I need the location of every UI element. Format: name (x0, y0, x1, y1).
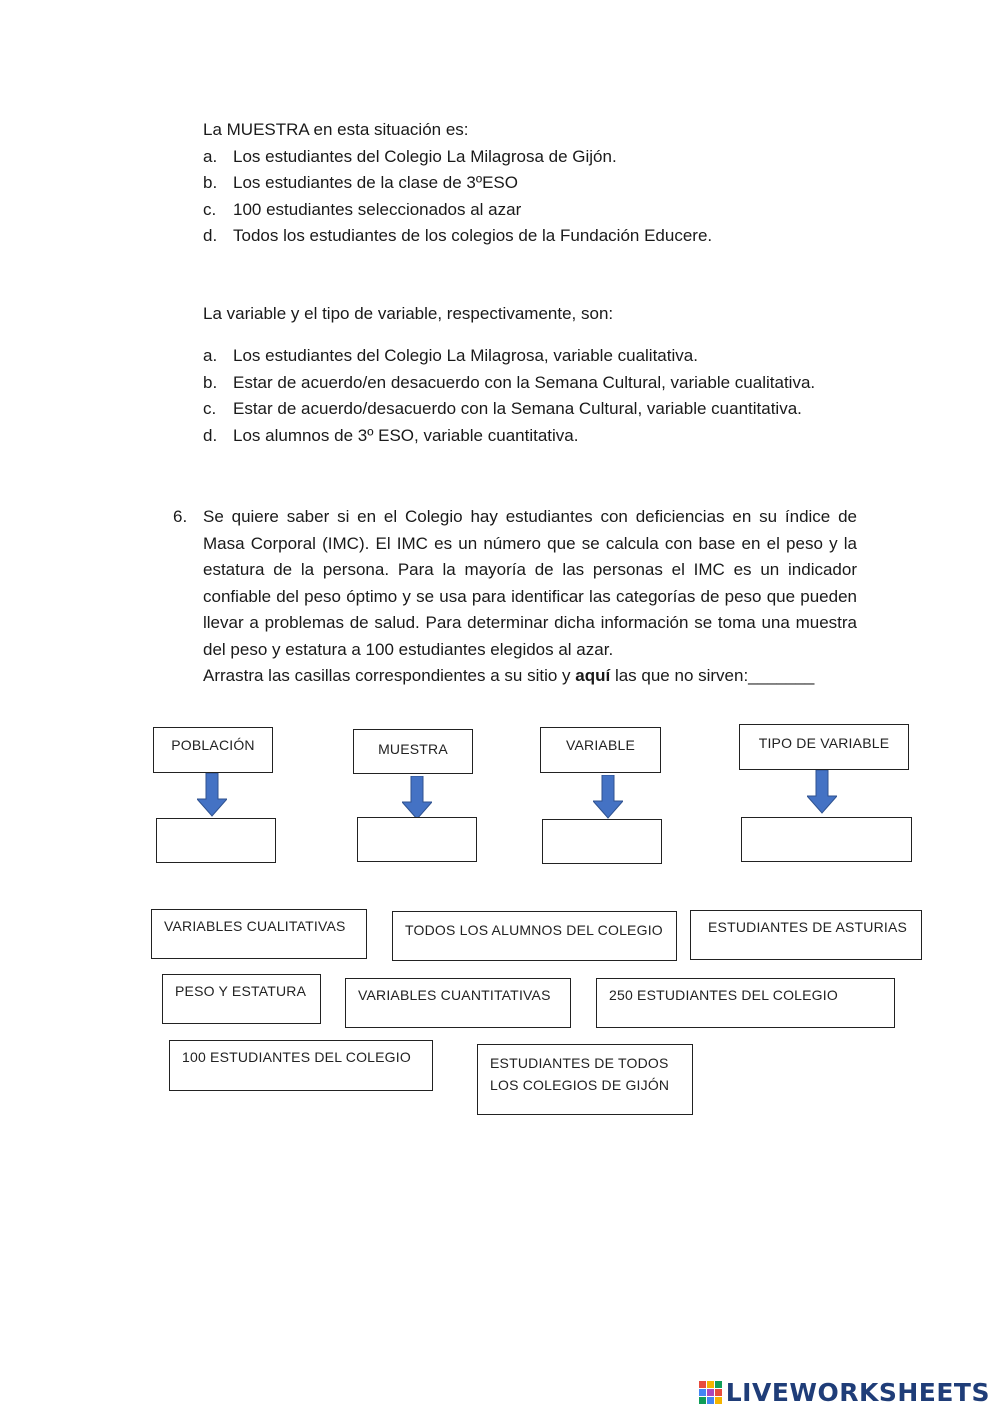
option-peso-estatura[interactable] (162, 974, 321, 1024)
question-number: 6. (173, 507, 188, 526)
instruction-bold[interactable]: aquí (575, 666, 611, 685)
option-text: Los estudiantes de la clase de 3ºESO (233, 173, 518, 192)
header-tipo-variable (739, 724, 909, 770)
option-item[interactable] (203, 197, 712, 224)
arrow-down-icon (402, 776, 432, 820)
question-muestra (203, 117, 712, 250)
question-text: Se quiere saber si en el Colegio hay estudiantes con deficiencias en su índice de Masa Corporal (IMC). El IMC es un número que se calcula con base en el peso y la estatura de la persona. Para la mayoría de las personas el IMC es un indicador confiable del peso óptimo y se usa para identificar las categorías de peso que pueden llevar a problemas de salud. Para determinar dicha información se toma una muestra del peso y estatura a 100 estudiantes elegidos al azar. (203, 507, 857, 659)
brand-name: LIVEWORKSHEETS (725, 1378, 990, 1407)
option-letter: d. (203, 226, 218, 245)
option-letter: d. (203, 425, 218, 445)
option-label: VARIABLES CUALITATIVAS (164, 918, 346, 934)
drop-target-poblacion[interactable] (156, 818, 276, 863)
option-label: 250 ESTUDIANTES DEL COLEGIO (609, 987, 838, 1003)
arrow-down-icon (807, 770, 837, 814)
option-letter: b. (203, 173, 218, 192)
options-list (203, 144, 712, 250)
discard-drop-line[interactable]: las que no sirven:_______ (610, 666, 815, 685)
option-text: Los alumnos de 3º ESO, variable cuantitativa. (233, 425, 579, 445)
option-text: Estar de acuerdo/desacuerdo con la Semana Cultural, variable cuantitativa. (233, 399, 802, 418)
option-text: Los estudiantes del Colegio La Milagrosa, variable cualitativa. (233, 346, 698, 365)
option-letter: a. (203, 146, 218, 166)
instruction-text: Arrastra las casillas correspondientes a su sitio y (203, 666, 576, 685)
option-label: 100 ESTUDIANTES DEL COLEGIO (182, 1049, 411, 1065)
question-variable (203, 343, 815, 449)
option-variables-cualitativas[interactable] (151, 909, 367, 959)
header-label: POBLACIÓN (171, 737, 255, 753)
option-todos-los-alumnos[interactable] (392, 911, 677, 961)
option-letter: c. (203, 399, 217, 418)
question-6 (173, 504, 857, 690)
option-item[interactable] (203, 343, 815, 370)
option-item[interactable] (203, 223, 712, 250)
option-variables-cuantitativas[interactable] (345, 978, 571, 1028)
option-item[interactable] (203, 423, 815, 450)
option-text: 100 estudiantes seleccionados al azar (233, 199, 522, 219)
question-variable-stem: La variable y el tipo de variable, respectivamente, son: (203, 304, 614, 323)
option-estudiantes-gijon[interactable] (477, 1044, 693, 1115)
question-instruction (203, 663, 857, 690)
option-label: TODOS LOS ALUMNOS DEL COLEGIO (405, 922, 663, 938)
option-100-estudiantes[interactable] (169, 1040, 433, 1091)
option-label-line1: ESTUDIANTES DE TODOS (490, 1055, 669, 1071)
option-text: Los estudiantes del Colegio La Milagrosa de Gijón. (233, 146, 617, 166)
option-letter: b. (203, 372, 218, 392)
option-letter: a. (203, 346, 218, 365)
header-muestra (353, 729, 473, 774)
option-item[interactable] (203, 144, 712, 171)
option-item[interactable] (203, 396, 815, 423)
header-label: MUESTRA (378, 741, 448, 757)
option-item[interactable] (203, 170, 712, 197)
option-label-line2: LOS COLEGIOS DE GIJÓN (490, 1077, 670, 1093)
header-label: TIPO DE VARIABLE (758, 735, 890, 751)
liveworksheets-logo-icon (699, 1381, 723, 1405)
option-label: PESO Y ESTATURA (175, 983, 307, 999)
header-variable (540, 727, 661, 773)
arrow-down-icon (197, 773, 227, 817)
options-list (203, 343, 815, 449)
liveworksheets-logo (699, 1378, 990, 1407)
arrow-down-icon (593, 775, 623, 819)
header-poblacion (153, 727, 273, 773)
option-text: Estar de acuerdo/en desacuerdo con la Semana Cultural, variable cualitativa. (233, 372, 816, 392)
option-label: VARIABLES CUANTITATIVAS (358, 987, 551, 1003)
option-item[interactable] (203, 370, 815, 397)
option-estudiantes-asturias[interactable] (690, 910, 922, 960)
drop-target-tipo-variable[interactable] (741, 817, 912, 862)
option-label: ESTUDIANTES DE ASTURIAS (708, 919, 908, 935)
header-label: VARIABLE (565, 737, 636, 753)
drop-target-muestra[interactable] (357, 817, 477, 862)
drop-target-variable[interactable] (542, 819, 662, 864)
option-letter: c. (203, 199, 217, 219)
option-250-estudiantes[interactable] (596, 978, 895, 1028)
option-text: Todos los estudiantes de los colegios de la Fundación Educere. (233, 226, 713, 245)
question-stem: La MUESTRA en esta situación es: (203, 120, 469, 139)
